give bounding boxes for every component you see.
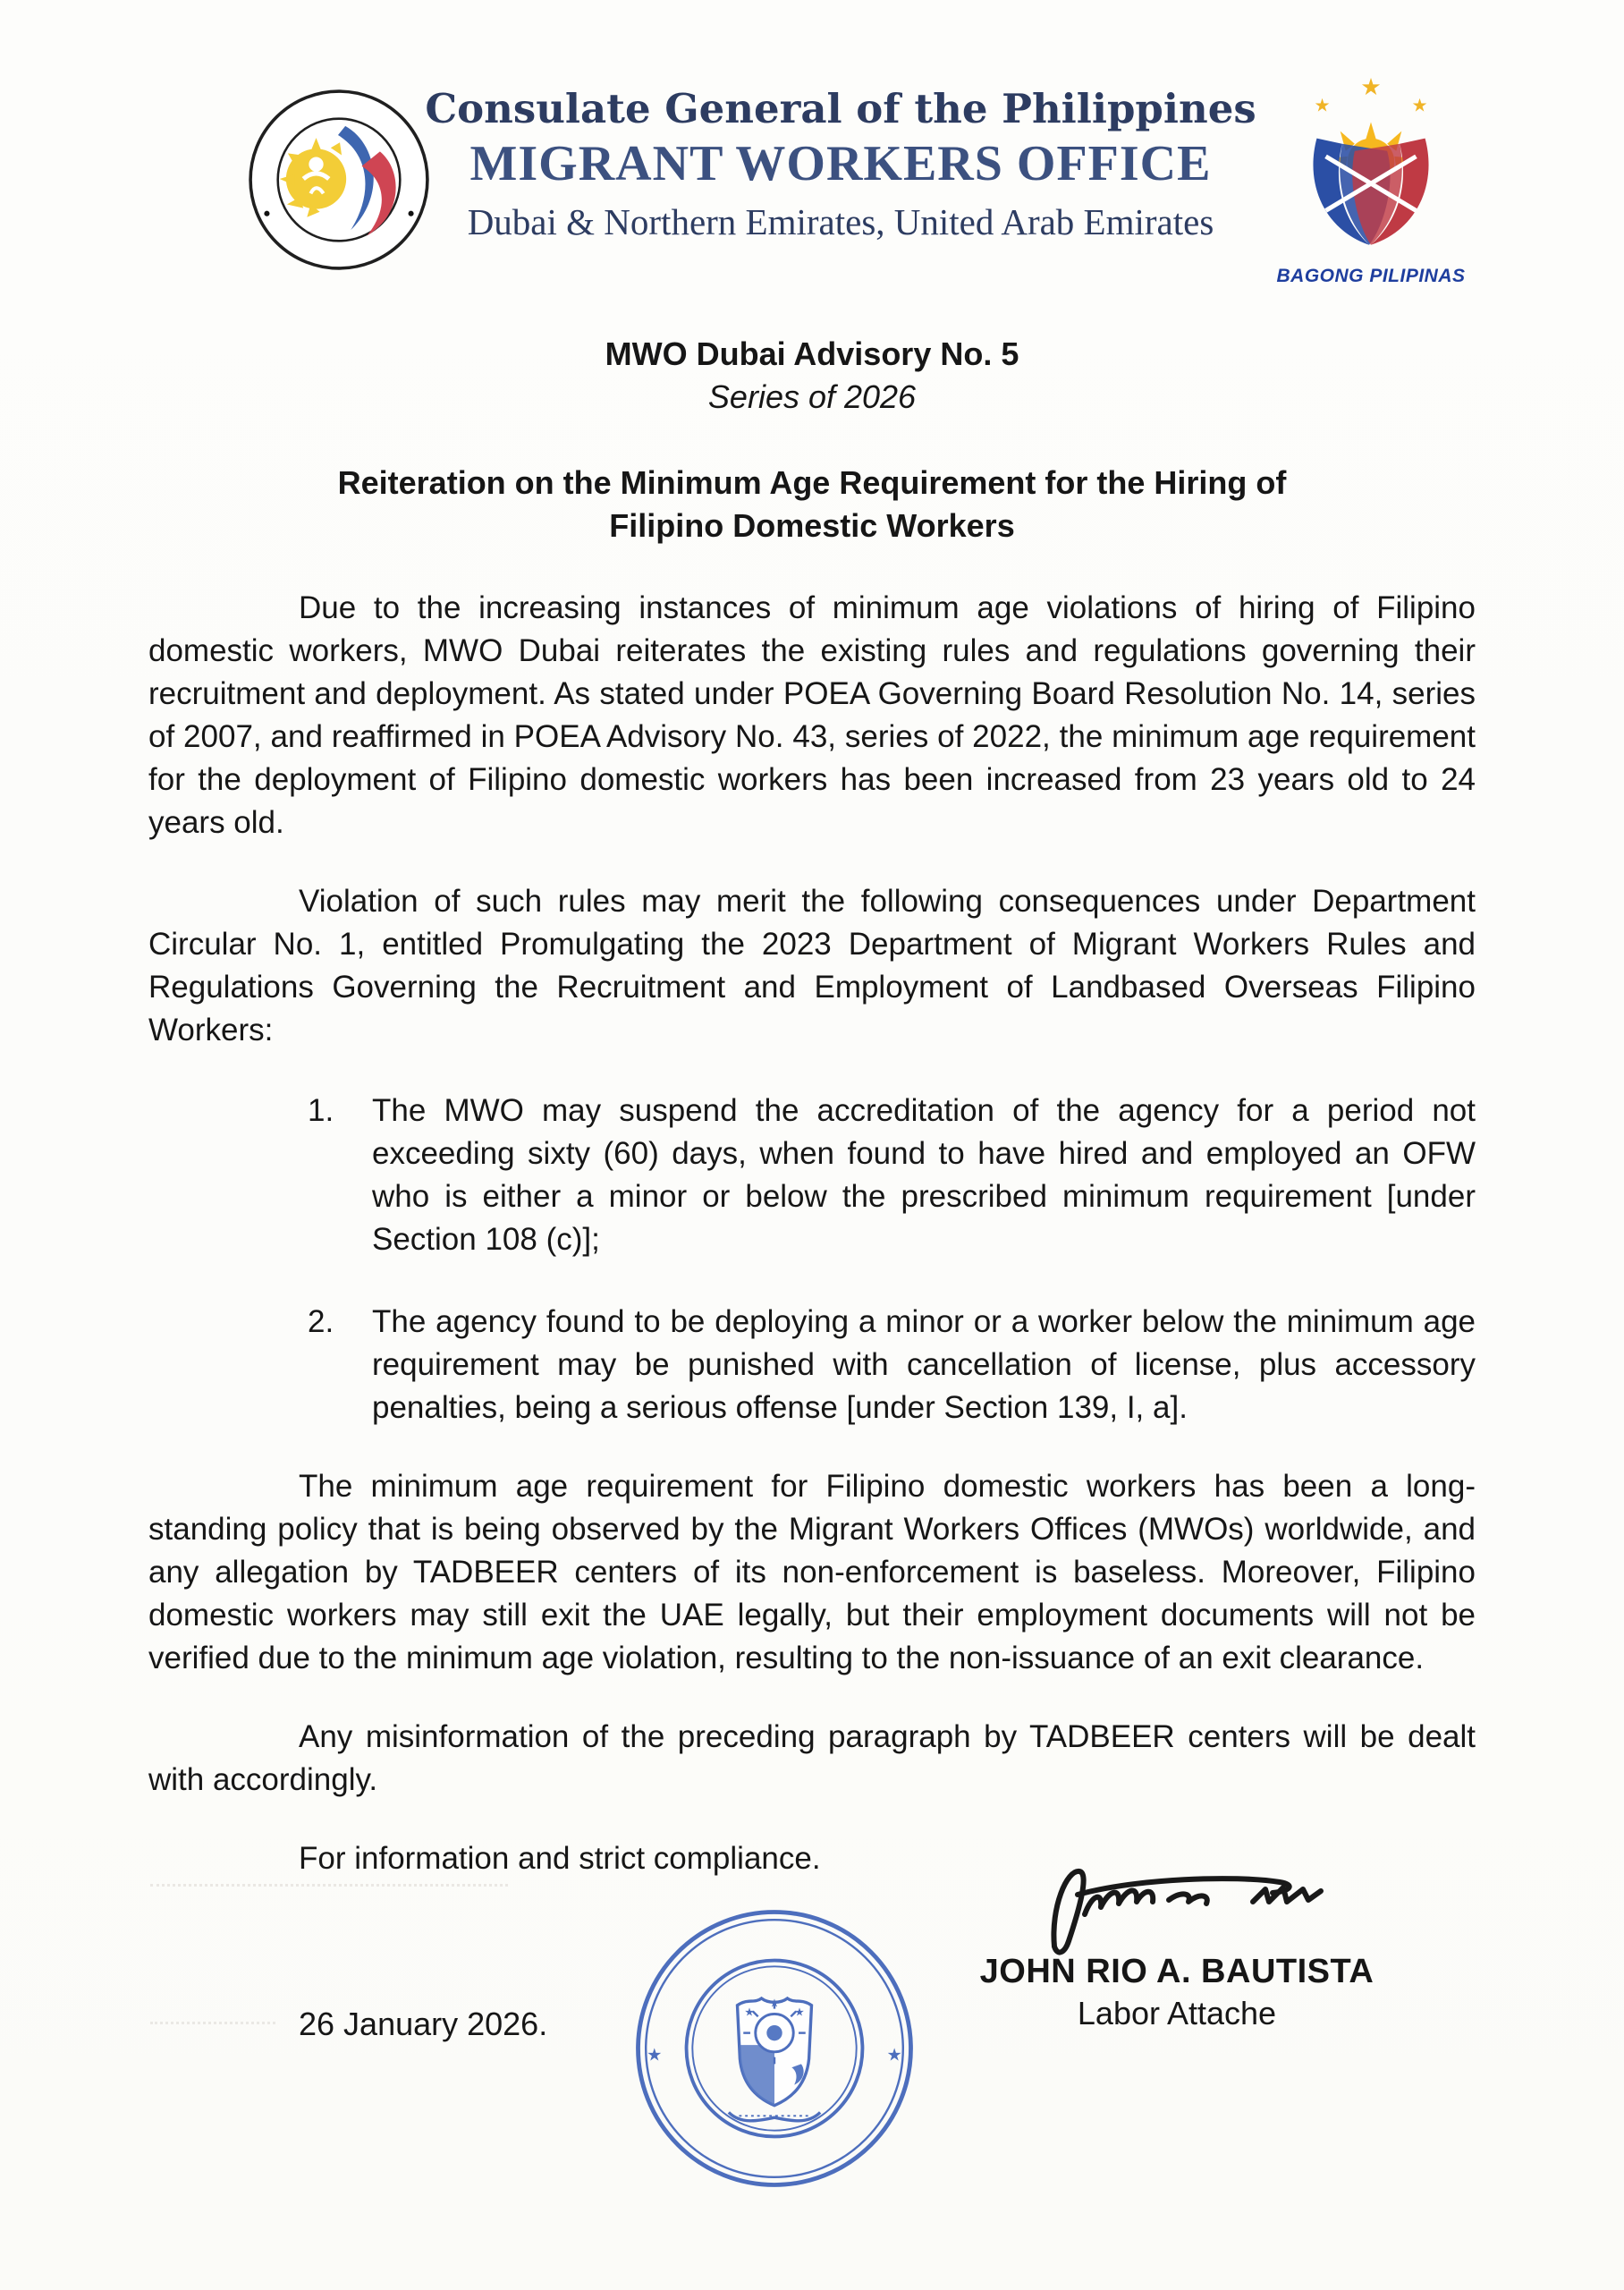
consequences-list (148, 1090, 1476, 1429)
advisory-number: MWO Dubai Advisory No. 5 (605, 335, 1019, 372)
consulate-stamp-icon (631, 1900, 918, 2197)
svg-text:★: ★ (1314, 94, 1331, 116)
svg-text:★: ★ (769, 1996, 780, 2010)
body-paragraph-4: Any misinformation of the preceding paragraph by TADBEER centers will be dealt with accordingly. (148, 1719, 1476, 1797)
document-body (0, 333, 1624, 2245)
body-paragraph-3: The minimum age requirement for Filipino domestic workers has been a long-standing policy that is being observed by the Migrant Workers Offices (MWOs) worldwide, and any allegation by TADBEER centers of its non-enforcement is baseless. Moreover, Filipino domestic workers may still exit the UAE legally, but their employment documents will not be verified due to the minimum age violation, resulting to the non-issuance of an exit clearance. (148, 1469, 1476, 1675)
document-footer (148, 1887, 1476, 2245)
svg-text:★: ★ (794, 2005, 805, 2019)
body-paragraph-2: Violation of such rules may merit the following consequences under Department Circular No. 1, entitled Promulgating the 2023 Department of Migrant Workers Rules and Regulations Governing the Recruitment and Employment of Landbased Overseas Filipino Workers: (148, 884, 1476, 1047)
scan-artifact-dots-2 (150, 2022, 275, 2024)
svg-text:★: ★ (1360, 75, 1382, 102)
svg-text:★: ★ (744, 2005, 755, 2019)
consulate-general-line: Consulate General of the Philippines (425, 85, 1256, 132)
office-location-line: Dubai & Northern Emirates, United Arab Emirates (467, 201, 1214, 242)
header-office-name (420, 86, 1261, 242)
signature-block (962, 1855, 1391, 2032)
migrant-workers-office-line: MIGRANT WORKERS OFFICE (469, 136, 1212, 191)
body-paragraph-1: Due to the increasing instances of minimum age violations of hiring of Filipino domestic workers, MWO Dubai reiterates the existing rules and regulations governing their recruitment and deployment. As stated under POEA Governing Board Resolution No. 14, series of 2007, and reaffirmed in POEA Advisory No. 43, series of 2022, the minimum age requirement for the deployment of Filipino domestic workers has been increased from 23 years old to 24 years old. (148, 590, 1476, 840)
scan-artifact-dots (150, 1884, 508, 1887)
bagong-pilipinas-label: BAGONG PILIPINAS (1276, 266, 1466, 286)
svg-text:★: ★ (647, 2044, 663, 2065)
signatory-title: Labor Attache (1077, 1995, 1277, 2031)
consequence-item-2: The agency found to be deploying a minor or a worker below the minimum age requirement may be punished with cancellation of license, plus accessory penalties, being a serious offense [under Section 139, I, a]. (372, 1304, 1476, 1425)
dmw-seal-icon (247, 88, 431, 272)
body-paragraph-compliance: For information and strict compliance. (299, 1841, 821, 1876)
document-date: 26 January 2026. (299, 2006, 548, 2042)
advisory-title: Reiteration on the Minimum Age Requirement for the Hiring of Filipino Domestic Workers (337, 464, 1287, 544)
consequence-item-1: The MWO may suspend the accreditation of the agency for a period not exceeding sixty (60) days, when found to have hired and employed an OFW who is either a minor or below the prescribed minimum requirement [under Section 108 (c)]; (372, 1093, 1476, 1257)
bagong-pilipinas-icon (1272, 75, 1470, 267)
signature-icon (985, 1855, 1369, 1963)
svg-text:★: ★ (886, 2044, 902, 2065)
svg-text:★: ★ (1411, 94, 1428, 116)
advisory-series: Series of 2026 (707, 378, 917, 415)
bagong-pilipinas-logo (1272, 75, 1470, 287)
stamp-coat-of-arms (729, 1997, 820, 2121)
signatory-name: JOHN RIO A. BAUTISTA (979, 1953, 1374, 1990)
